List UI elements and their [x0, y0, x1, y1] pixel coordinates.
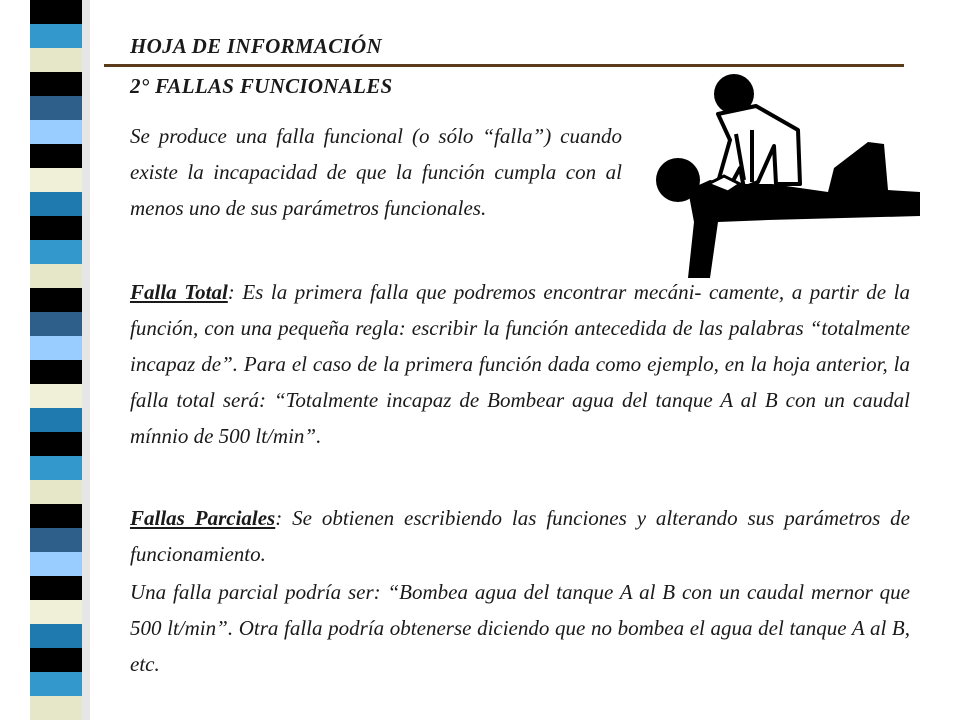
total-failure-paragraph — [130, 274, 910, 454]
intro-paragraph: Se produce una falla funcional (o sólo “falla”) cuando existe la incapacidad de que la función cumpla con al menos uno de sus parámetros funcionales. — [130, 124, 622, 220]
stripe-segment — [30, 0, 82, 24]
stripe-segment — [30, 24, 82, 48]
stripe-segment — [30, 552, 82, 576]
section-title: 2° FALLAS FUNCIONALES — [130, 74, 393, 98]
stripe-segment — [30, 528, 82, 552]
stripe-segment — [30, 96, 82, 120]
stripe-segment — [30, 288, 82, 312]
stripe-segment — [30, 264, 82, 288]
stripe-segment — [30, 648, 82, 672]
stripe-segment — [30, 240, 82, 264]
stripe-segment — [30, 192, 82, 216]
stripe-segment — [30, 432, 82, 456]
blanket-edge — [748, 222, 910, 232]
stripe-segment — [30, 384, 82, 408]
title-divider — [104, 64, 904, 67]
stripe-segment — [30, 624, 82, 648]
stripe-segment — [30, 120, 82, 144]
stripe-segment — [30, 696, 82, 720]
stripe-segment — [30, 144, 82, 168]
decorative-stripe — [30, 0, 82, 720]
stripe-segment — [30, 168, 82, 192]
page-title: HOJA DE INFORMACIÓN — [130, 34, 382, 58]
stripe-segment — [30, 504, 82, 528]
total-failure-term: Falla Total — [130, 280, 228, 304]
stripe-segment — [30, 672, 82, 696]
person-giving-cpr-icon — [648, 72, 920, 284]
partial-failure-example: Una falla parcial podría ser: “Bombea agua del tanque A al B con un caudal mernor que 500 lt/min”. Otra falla podría obtenerse diciendo que no bombea el agua del tanque A al B, etc. — [130, 580, 910, 676]
stripe-segment — [30, 48, 82, 72]
stripe-segment — [30, 216, 82, 240]
partial-failure-term: Fallas Parciales — [130, 506, 276, 530]
stripe-shadow — [82, 0, 90, 720]
partial-failure-text: : Se obtienen escribiendo las funciones y alterando sus parámetros de funcionamiento. — [130, 506, 910, 566]
stripe-segment — [30, 480, 82, 504]
total-failure-text: : Es la primera falla que podremos encontrar mecáni- camente, a partir de la función, con una pequeña regla: escribir la función antecedida de las palabras “totalmente incapaz de”. Para el caso de la primera función dada como ejemplo, en la hoja anterior, la falla total será: “Totalmente incapaz de Bombear agua del tanque A al B con un caudal mínnio de 500 lt/min”. — [130, 280, 910, 448]
stripe-segment — [30, 600, 82, 624]
stripe-segment — [30, 312, 82, 336]
stripe-segment — [30, 360, 82, 384]
stripe-segment — [30, 72, 82, 96]
stripe-segment — [30, 336, 82, 360]
stripe-segment — [30, 576, 82, 600]
stripe-segment — [30, 408, 82, 432]
rescuer-body — [718, 106, 800, 190]
stripe-segment — [30, 456, 82, 480]
partial-failure-paragraph — [130, 500, 910, 572]
